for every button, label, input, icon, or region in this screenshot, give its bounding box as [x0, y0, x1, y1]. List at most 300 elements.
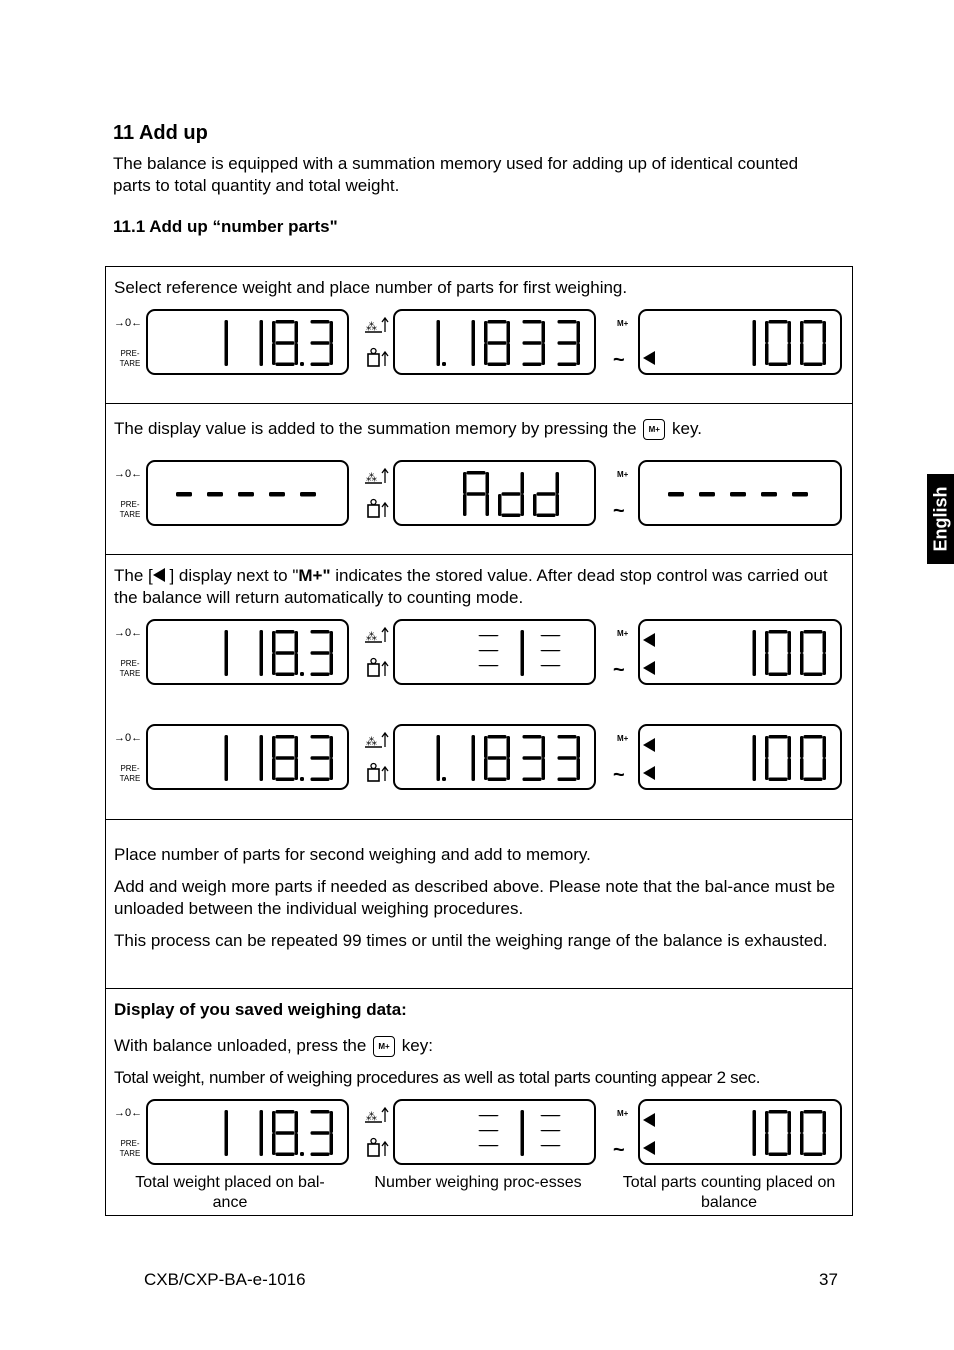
lcd-segment [330, 321, 334, 343]
lcd-segment [330, 1133, 334, 1155]
lcd-segment [276, 735, 295, 739]
lcd-digits [640, 462, 840, 524]
lcd-digits [395, 311, 594, 373]
row-paragraph: Place number of parts for second weighing and add to memory. [114, 845, 591, 864]
pile-icon [365, 1108, 388, 1123]
footer-doc-id: CXB/CXP-BA-e-1016 [144, 1270, 306, 1289]
lcd-segment [276, 1110, 295, 1114]
lcd-segment [800, 631, 804, 653]
lcd-segment [295, 758, 299, 780]
pile-icon [365, 628, 388, 643]
lcd-segment [488, 778, 507, 782]
table-row [106, 267, 852, 404]
lcd-segment [207, 492, 223, 497]
lcd-segment [753, 1110, 757, 1156]
lcd-segment [463, 472, 467, 494]
lcd-segment [479, 665, 499, 666]
mplus-indicator: M+ [617, 629, 629, 638]
lcd-display [393, 460, 596, 526]
lcd-segment [765, 631, 769, 653]
lcd-segment [272, 321, 276, 343]
pre-tare-indicator: TARE [119, 1149, 141, 1158]
lcd-segment [558, 778, 577, 782]
lcd-segment [330, 631, 334, 653]
lcd-digits [640, 311, 840, 373]
subsection-heading: 11.1 Add up “number parts" [113, 217, 338, 236]
mplus-key-icon: M+ [373, 1036, 395, 1057]
lcd-display [638, 309, 842, 375]
lcd-segment [467, 492, 486, 496]
lcd-segment [804, 320, 823, 324]
lcd-segment [800, 1133, 804, 1155]
lcd-segment [769, 778, 788, 782]
lcd-segment [523, 341, 542, 345]
lcd-segment [521, 494, 525, 516]
lcd-segment [176, 492, 192, 497]
lcd-segment [788, 1133, 792, 1155]
lcd-segment [502, 492, 521, 496]
lcd-segment [311, 756, 330, 760]
lcd-segment [311, 735, 330, 739]
lcd-segment [668, 492, 684, 497]
lcd-segment [556, 494, 560, 516]
zero-indicator: →0← [114, 1107, 143, 1119]
lcd-segment [804, 363, 823, 367]
lcd-segment [276, 1153, 295, 1157]
lcd-display [146, 460, 349, 526]
lcd-segment [484, 321, 488, 343]
table-row [106, 555, 852, 820]
lcd-segment [486, 494, 490, 516]
lcd-display [146, 619, 349, 685]
lcd-segment [311, 1131, 330, 1135]
lcd-segment [542, 758, 546, 780]
lcd-segment [537, 492, 556, 496]
lcd-segment [800, 758, 804, 780]
zero-indicator: →0← [114, 468, 143, 480]
page-number: 37 [819, 1270, 838, 1289]
lcd-segment [804, 778, 823, 782]
intro-text: The balance is equipped with a summation memory used for adding up of identical counted parts to total quantity and total weight. [113, 154, 799, 195]
lcd-segment [558, 341, 577, 345]
lcd-segment [311, 778, 330, 782]
row-text: Total weight, number of weighing procedures as well as total parts counting appear 2 sec. [114, 1068, 761, 1087]
lcd-segment [295, 1133, 299, 1155]
lcd-segment [558, 735, 577, 739]
pre-tare-indicator: TARE [119, 510, 141, 519]
lcd-display [146, 724, 349, 790]
lcd-segment [442, 362, 446, 366]
lcd-segment [467, 471, 486, 475]
svg-text:⁂: ⁂ [366, 1110, 377, 1123]
lcd-segment [484, 343, 488, 365]
lcd-segment [577, 321, 581, 343]
lcd-segment [311, 320, 330, 324]
lcd-segment [276, 320, 295, 324]
weight-icon [368, 349, 388, 367]
lcd-segment [272, 343, 276, 365]
svg-text:⁂: ⁂ [366, 630, 377, 643]
lcd-segment [730, 492, 746, 497]
lcd-segment [823, 321, 827, 343]
mplus-indicator: M+ [617, 470, 629, 479]
lcd-segment [260, 1110, 264, 1156]
pile-icon [365, 469, 388, 484]
lcd-display [146, 1099, 349, 1165]
lcd-segment [788, 631, 792, 653]
lcd-segment [488, 756, 507, 760]
lcd-segment [788, 343, 792, 365]
pre-tare-indicator: PRE- [120, 659, 140, 668]
svg-text:⁂: ⁂ [366, 735, 377, 748]
lcd-segment [769, 320, 788, 324]
arrow-left-icon [153, 568, 165, 582]
caption-total-weight: Total weight placed on bal-ance [135, 1174, 325, 1211]
lcd-digits [395, 621, 594, 683]
lcd-segment [542, 321, 546, 343]
memory-arrow-icon [643, 738, 655, 752]
lcd-display [393, 619, 596, 685]
lcd-segment [295, 631, 299, 653]
lcd-segment [765, 758, 769, 780]
lcd-segment [804, 1153, 823, 1157]
lcd-segment [541, 1130, 561, 1131]
lcd-digits [148, 311, 347, 373]
table-row [106, 404, 852, 555]
lcd-segment [823, 343, 827, 365]
pre-tare-indicator: PRE- [120, 764, 140, 773]
lcd-segment [558, 756, 577, 760]
lcd-digits [148, 1101, 347, 1163]
memory-arrow-icon [643, 1113, 655, 1127]
count-indicator-icons [364, 467, 390, 527]
stability-indicator: ~ [613, 500, 625, 522]
svg-text:⁂: ⁂ [366, 320, 377, 333]
stability-indicator: ~ [613, 764, 625, 786]
row-text: The [ ] display next to "M+" indicates the stored value. After dead stop control was carried out the balance will return automatically to counting mode. [114, 566, 828, 607]
mplus-indicator: M+ [617, 319, 629, 328]
lcd-segment [769, 363, 788, 367]
lcd-digits [640, 726, 840, 788]
lcd-segment [311, 651, 330, 655]
caption-total-parts: Total parts counting placed on balance [622, 1174, 836, 1211]
lcd-segment [311, 673, 330, 677]
procedure-table [105, 266, 853, 1216]
lcd-segment [442, 777, 446, 781]
lcd-segment [300, 1152, 304, 1156]
memory-arrow-icon [643, 661, 655, 675]
lcd-display [638, 460, 842, 526]
row-text: With balance unloaded, press the M+ key: [114, 1036, 433, 1055]
lcd-segment [804, 1110, 823, 1114]
lcd-segment [765, 653, 769, 675]
memory-arrow-icon [643, 766, 655, 780]
lcd-segment [523, 320, 542, 324]
lcd-segment [269, 492, 285, 497]
zero-indicator: →0← [114, 627, 143, 639]
lcd-segment [260, 320, 264, 366]
lcd-segment [558, 363, 577, 367]
lcd-segment [272, 1111, 276, 1133]
lcd-segment [486, 472, 490, 494]
lcd-segment [521, 1110, 525, 1156]
pile-icon [365, 318, 388, 333]
lcd-segment [272, 1133, 276, 1155]
lcd-segment [769, 1153, 788, 1157]
lcd-segment [533, 494, 537, 516]
mplus-key-icon: M+ [643, 419, 665, 440]
lcd-segment [769, 735, 788, 739]
pre-tare-indicator: TARE [119, 359, 141, 368]
lcd-segment [300, 362, 304, 366]
lcd-segment [311, 1153, 330, 1157]
lcd-segment [272, 653, 276, 675]
pre-tare-indicator: TARE [119, 669, 141, 678]
lcd-segment [484, 758, 488, 780]
lcd-digits [395, 462, 594, 524]
lcd-segment [542, 343, 546, 365]
lcd-segment [276, 673, 295, 677]
row-paragraph: Add and weigh more parts if needed as described above. Please note that the bal-ance must be unloaded between the individual weighing procedures. [114, 877, 836, 918]
lcd-segment [311, 363, 330, 367]
lcd-segment [800, 321, 804, 343]
count-indicator-icons [364, 316, 390, 376]
lcd-segment [311, 630, 330, 634]
lcd-segment [753, 630, 757, 676]
lcd-segment [300, 672, 304, 676]
lcd-segment [272, 631, 276, 653]
lcd-segment [800, 736, 804, 758]
lcd-segment [238, 492, 254, 497]
lcd-segment [823, 1111, 827, 1133]
lcd-digits [395, 1101, 594, 1163]
memory-arrow-icon [643, 1141, 655, 1155]
lcd-segment [276, 363, 295, 367]
lcd-segment [260, 630, 264, 676]
row-paragraph: This process can be repeated 99 times or until the weighing range of the balance is exhausted. [114, 931, 828, 950]
weight-icon [368, 764, 388, 782]
lcd-segment [437, 320, 441, 366]
lcd-segment [823, 1133, 827, 1155]
lcd-segment [498, 494, 502, 516]
lcd-segment [437, 735, 441, 781]
lcd-digits [395, 726, 594, 788]
lcd-segment [788, 653, 792, 675]
lcd-display [638, 619, 842, 685]
lcd-segment [330, 736, 334, 758]
lcd-segment [558, 320, 577, 324]
lcd-segment [330, 653, 334, 675]
lcd-display [638, 724, 842, 790]
lcd-segment [556, 472, 560, 494]
lcd-segment [792, 492, 808, 497]
lcd-segment [523, 735, 542, 739]
lcd-segment [225, 735, 229, 781]
count-indicator-icons [364, 626, 390, 686]
lcd-display [393, 1099, 596, 1165]
lcd-segment [472, 735, 476, 781]
lcd-segment [479, 1145, 499, 1146]
lcd-segment [479, 650, 499, 651]
lcd-display [146, 309, 349, 375]
lcd-digits [640, 621, 840, 683]
lcd-segment [507, 343, 511, 365]
lcd-segment [577, 758, 581, 780]
lcd-segment [295, 343, 299, 365]
lcd-segment [541, 665, 561, 666]
lcd-segment [823, 653, 827, 675]
lcd-segment [484, 736, 488, 758]
lcd-segment [542, 736, 546, 758]
pre-tare-indicator: PRE- [120, 1139, 140, 1148]
lcd-segment [800, 343, 804, 365]
lcd-segment [330, 343, 334, 365]
lcd-segment [765, 1133, 769, 1155]
zero-indicator: →0← [114, 317, 143, 329]
lcd-segment [311, 1110, 330, 1114]
lcd-segment [788, 736, 792, 758]
lcd-display [393, 724, 596, 790]
lcd-digits [640, 1101, 840, 1163]
lcd-digits [148, 621, 347, 683]
pre-tare-indicator: PRE- [120, 349, 140, 358]
lcd-segment [276, 630, 295, 634]
lcd-segment [804, 735, 823, 739]
lcd-segment [523, 756, 542, 760]
lcd-segment [753, 320, 757, 366]
lcd-segment [769, 1110, 788, 1114]
count-indicator-icons [364, 731, 390, 791]
lcd-segment [823, 758, 827, 780]
mplus-indicator: M+ [617, 1109, 629, 1118]
lcd-segment [488, 341, 507, 345]
lcd-segment [330, 758, 334, 780]
pile-icon [365, 733, 388, 748]
lcd-segment [276, 1131, 295, 1135]
table-row [106, 989, 852, 1215]
lcd-segment [521, 472, 525, 494]
language-tab: English [927, 474, 954, 564]
lcd-segment [300, 492, 316, 497]
lcd-segment [753, 735, 757, 781]
lcd-segment [521, 630, 525, 676]
lcd-segment [823, 631, 827, 653]
lcd-segment [823, 736, 827, 758]
lcd-digits [148, 462, 347, 524]
lcd-display [638, 1099, 842, 1165]
lcd-segment [225, 1110, 229, 1156]
section-heading: 11 Add up [113, 122, 208, 144]
table-row [106, 820, 852, 989]
lcd-segment [479, 1115, 499, 1116]
lcd-segment [295, 653, 299, 675]
lcd-segment [699, 492, 715, 497]
svg-text:⁂: ⁂ [366, 471, 377, 484]
lcd-segment [507, 736, 511, 758]
mplus-indicator: M+ [617, 734, 629, 743]
weight-icon [368, 1139, 388, 1157]
lcd-segment [488, 735, 507, 739]
lcd-segment [765, 1111, 769, 1133]
lcd-segment [537, 514, 556, 518]
stability-indicator: ~ [613, 1139, 625, 1161]
zero-indicator: →0← [114, 732, 143, 744]
lcd-segment [523, 363, 542, 367]
lcd-segment [272, 758, 276, 780]
lcd-segment [479, 635, 499, 636]
lcd-segment [541, 635, 561, 636]
memory-arrow-icon [643, 633, 655, 647]
lcd-segment [295, 321, 299, 343]
lcd-segment [330, 1111, 334, 1133]
lcd-segment [804, 673, 823, 677]
row-text: Select reference weight and place number of parts for first weighing. [114, 278, 628, 297]
lcd-segment [502, 514, 521, 518]
lcd-segment [463, 494, 467, 516]
lcd-segment [765, 343, 769, 365]
lcd-segment [276, 756, 295, 760]
lcd-segment [472, 320, 476, 366]
lcd-segment [295, 1111, 299, 1133]
memory-arrow-icon [643, 351, 655, 365]
lcd-segment [541, 1115, 561, 1116]
lcd-segment [295, 736, 299, 758]
lcd-segment [276, 341, 295, 345]
lcd-segment [577, 343, 581, 365]
row-text: The display value is added to the summation memory by pressing the M+ key. [114, 419, 702, 438]
stability-indicator: ~ [613, 659, 625, 681]
lcd-segment [769, 630, 788, 634]
lcd-segment [225, 630, 229, 676]
lcd-segment [479, 1130, 499, 1131]
lcd-segment [300, 777, 304, 781]
stability-indicator: ~ [613, 349, 625, 371]
count-indicator-icons [364, 1106, 390, 1166]
lcd-segment [272, 736, 276, 758]
lcd-segment [577, 736, 581, 758]
lcd-segment [769, 673, 788, 677]
lcd-segment [800, 653, 804, 675]
lcd-segment [276, 778, 295, 782]
lcd-segment [523, 778, 542, 782]
lcd-display [393, 309, 596, 375]
lcd-segment [225, 320, 229, 366]
lcd-segment [788, 758, 792, 780]
weight-icon [368, 500, 388, 518]
lcd-segment [507, 321, 511, 343]
lcd-segment [541, 650, 561, 651]
lcd-segment [788, 1111, 792, 1133]
caption-weighing-count: Number weighing proc-esses [374, 1174, 582, 1191]
lcd-digits [148, 726, 347, 788]
lcd-segment [276, 651, 295, 655]
row-title: Display of you saved weighing data: [114, 1000, 407, 1019]
lcd-segment [765, 736, 769, 758]
lcd-segment [541, 1145, 561, 1146]
lcd-segment [311, 341, 330, 345]
lcd-segment [488, 363, 507, 367]
lcd-segment [488, 320, 507, 324]
lcd-segment [260, 735, 264, 781]
pre-tare-indicator: TARE [119, 774, 141, 783]
lcd-segment [788, 321, 792, 343]
pre-tare-indicator: PRE- [120, 500, 140, 509]
lcd-segment [800, 1111, 804, 1133]
lcd-segment [761, 492, 777, 497]
lcd-segment [804, 630, 823, 634]
lcd-segment [765, 321, 769, 343]
weight-icon [368, 659, 388, 677]
